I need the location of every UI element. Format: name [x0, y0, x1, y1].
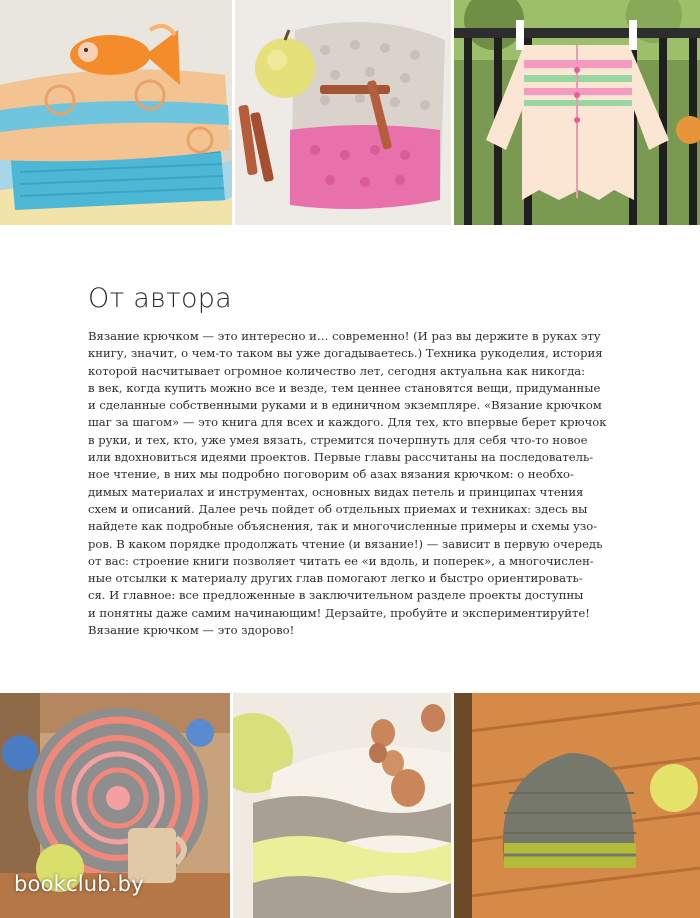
- paragraph-line: димых материалах и инструментах, основных видах петель и принципах чтения: [88, 484, 584, 499]
- paragraph-line: от вас: строение книги позволяет читать ее «и вдоль, и поперек», а многочислен-: [88, 553, 594, 568]
- paragraph-line: и понятны даже самим начинающим! Дерзайте, пробуйте и экспериментируйте!: [88, 605, 590, 620]
- paragraph-line: и сделанные собственными руками и в единичном экземпляре. «Вязание крючком: [88, 398, 602, 413]
- foreword-paragraph: [88, 328, 608, 639]
- paragraph-line: ров. В каком порядке продолжать чтение (и вязание!) — зависит в первую очередь: [88, 536, 603, 551]
- photo-knitted-hat: [454, 693, 700, 918]
- paragraph-line: ные отсылки к материалу других глав помогают легко и быстро ориентировать-: [88, 571, 583, 586]
- paragraph-line: ное чтение, в них мы подробно поговорим об азах вязания крючком: о необхо-: [88, 467, 574, 482]
- paragraph-line: найдете как подробные объяснения, так и многочисленные примеры и схемы узо-: [88, 519, 598, 534]
- paragraph-line: схем и описаний. Далее речь пойдет об отдельных приемах и техниках: здесь вы: [88, 501, 588, 516]
- photo-pillow-with-fish: [0, 0, 232, 225]
- author-foreword: [88, 283, 608, 639]
- photo-wave-blanket-eggs: [233, 693, 451, 918]
- page-title: От автора: [88, 283, 232, 314]
- paragraph-line: Вязание крючком — это здорово!: [88, 623, 295, 638]
- paragraph-line: которой насчитывает огромное количество лет, сегодня актуальна как никогда:: [88, 363, 586, 378]
- photo-cardigan-balcony: [454, 0, 700, 225]
- paragraph-line: шаг за шагом» — это книга для всех и каждого. Для тех, кто впервые берет крючок: [88, 415, 607, 430]
- paragraph-line: ся. И главное: все предложенные в заключительном разделе проекты доступны: [88, 588, 584, 603]
- paragraph-line: книгу, значит, о чем-то таком вы уже догадываетесь.) Техника рукоделия, история: [88, 346, 603, 361]
- paragraph-line: в век, когда купить можно все и везде, тем ценнее становятся вещи, придуманные: [88, 380, 601, 395]
- photo-blanket-apple-cinnamon: [235, 0, 451, 225]
- paragraph-line: в руки, и тех, кто, уже умея вязать, стремится почерпнуть для себя что-то новое: [88, 432, 588, 447]
- paragraph-line: Вязание крючком — это интересно и… современно! (И раз вы держите в руках эту: [88, 329, 601, 343]
- paragraph-line: или вдохновиться идеями проектов. Первые главы рассчитаны на последователь-: [88, 450, 594, 465]
- top-photo-strip: [0, 0, 700, 225]
- site-watermark: bookclub.by: [14, 872, 144, 896]
